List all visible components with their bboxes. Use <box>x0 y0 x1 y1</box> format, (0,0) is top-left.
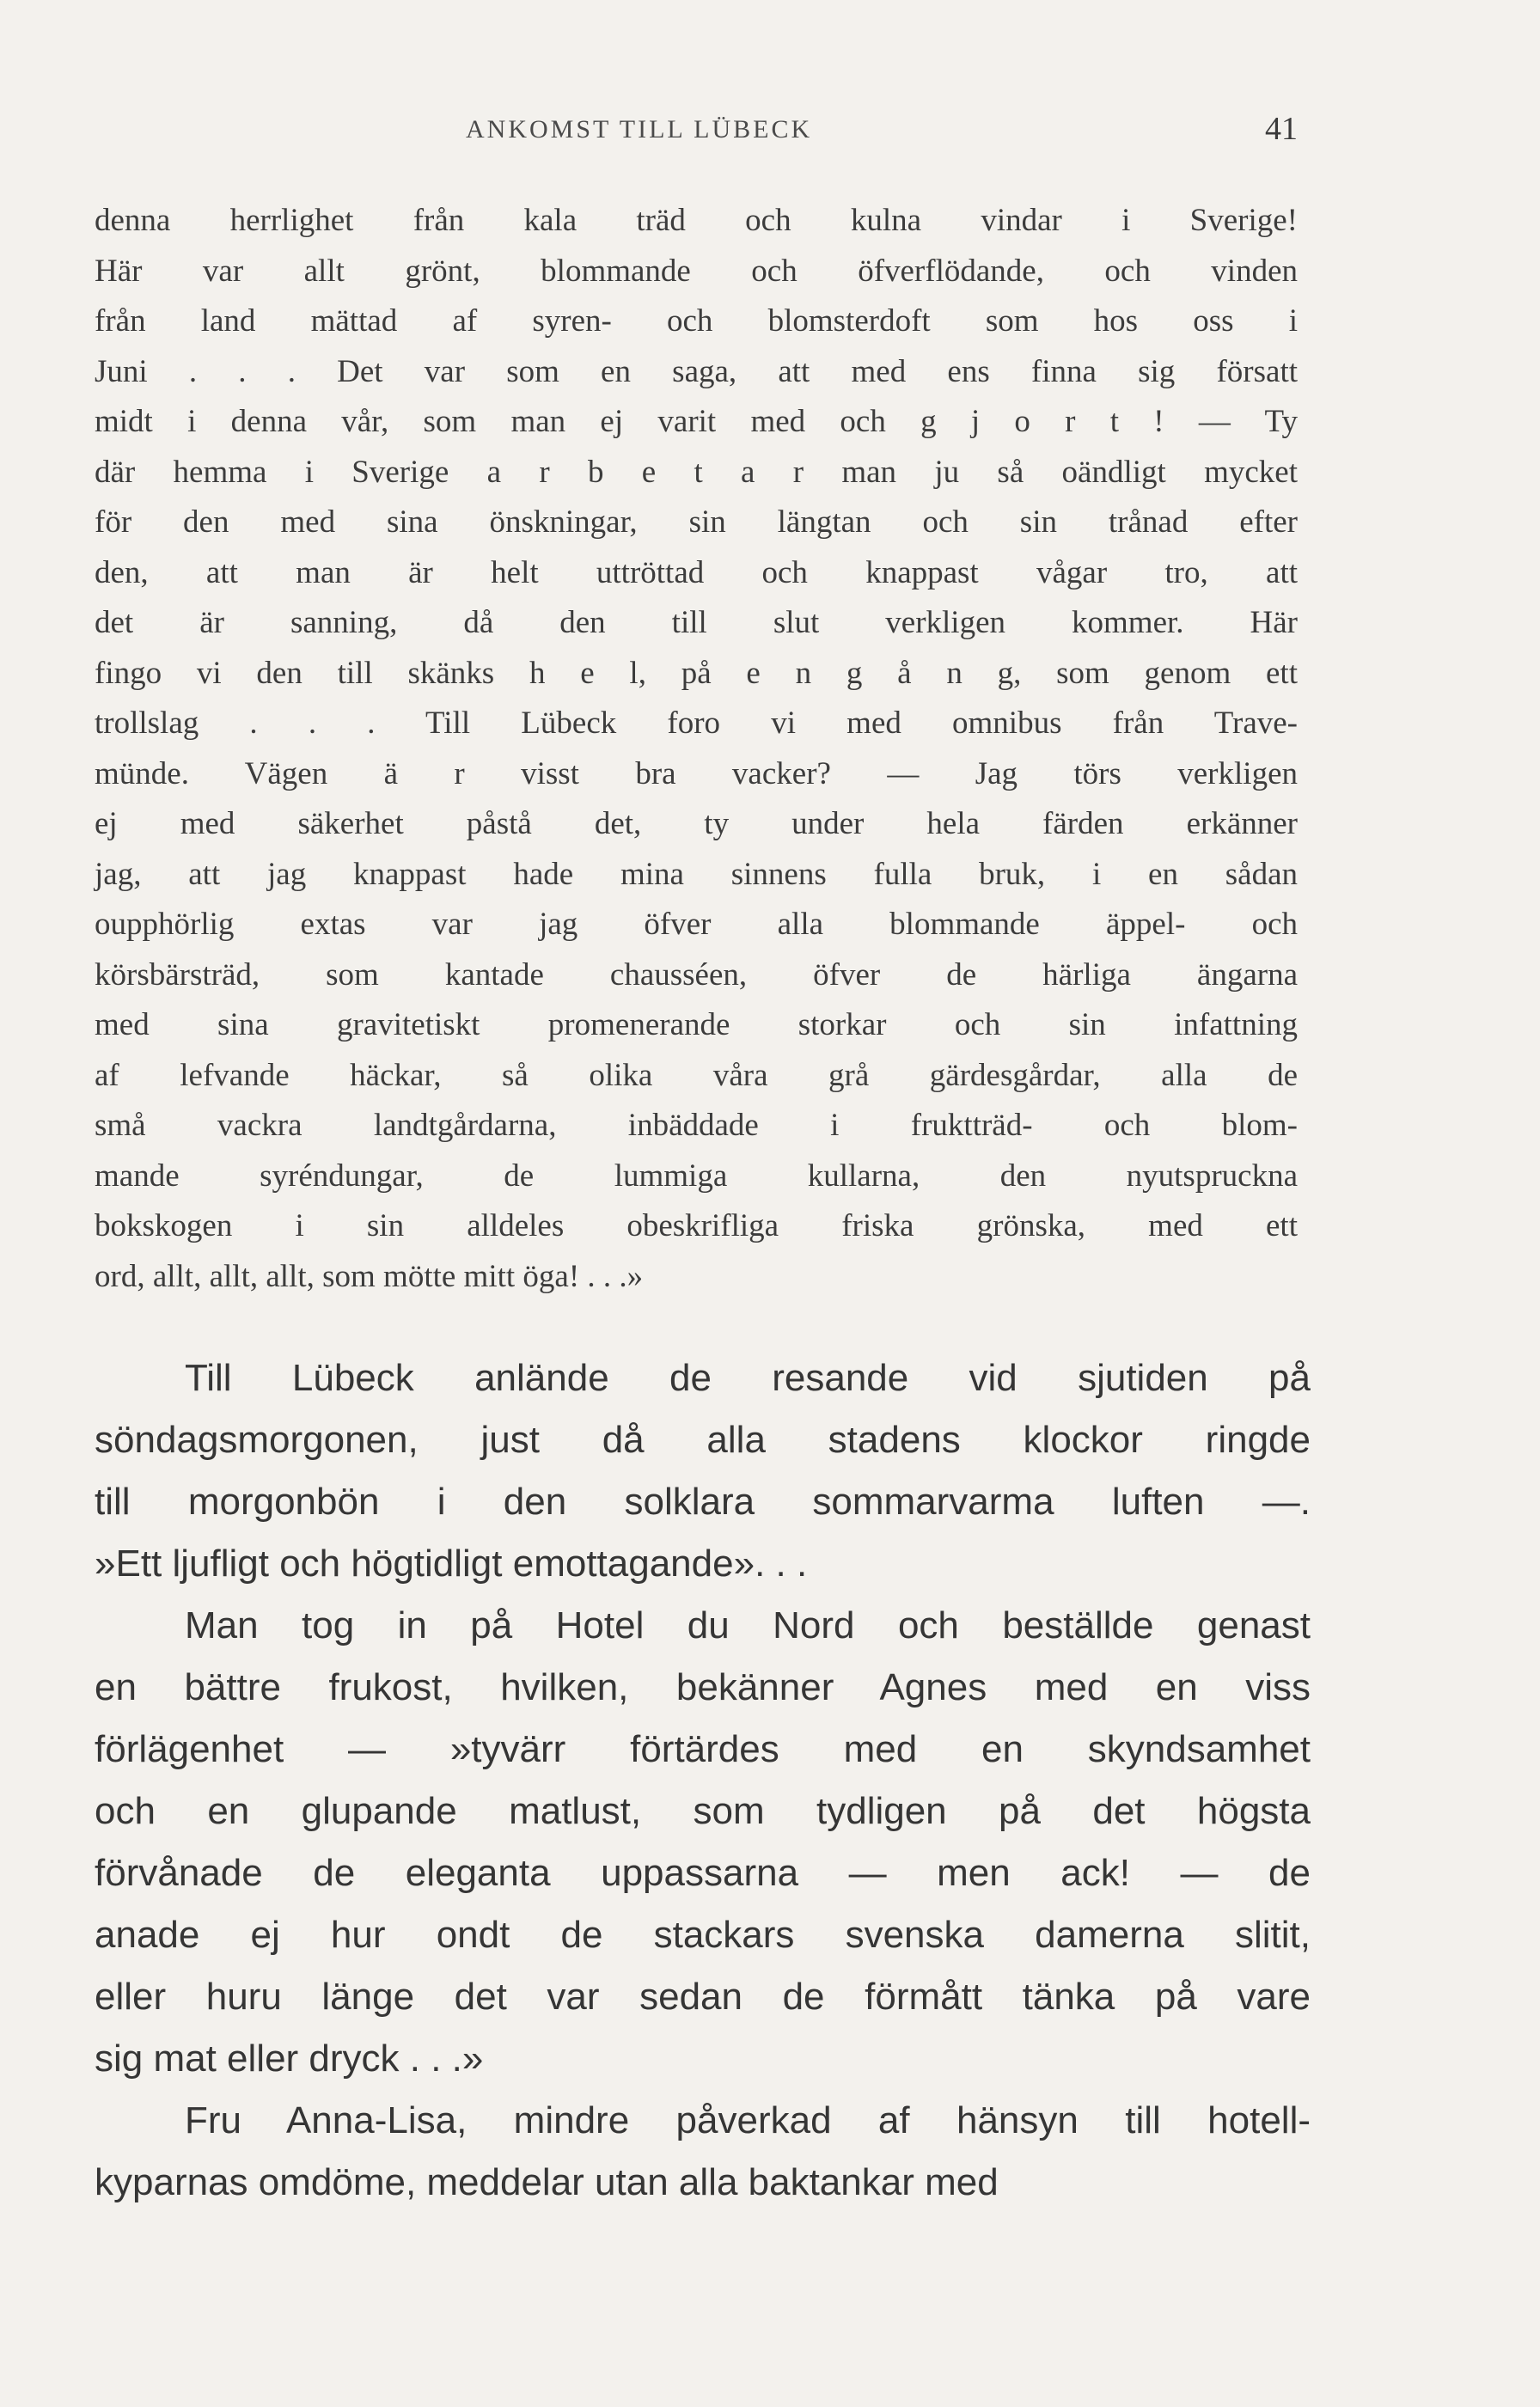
text-line: midt i denna vår, som man ej varit med och g j o r t ! — Ty <box>95 404 1298 439</box>
quoted-letter-paragraph <box>95 196 1298 1302</box>
text-line: med sina gravitetiskt promenerande storkar och sin infattning <box>95 1007 1298 1042</box>
text-line: Juni . . . Det var som en saga, att med ens finna sig försatt <box>95 353 1298 389</box>
text-line: mande syréndungar, de lummiga kullarna, den nyutspruckna <box>95 1158 1298 1194</box>
text-line: münde. Vägen ä r visst bra vacker? — Jag törs verkligen <box>95 755 1298 791</box>
text-line: anade ej hur ondt de stackars svenska damerna slitit, <box>95 1914 1311 1956</box>
text-line: Man tog in på Hotel du Nord och beställde genast <box>185 1604 1311 1646</box>
text-line: små vackra landtgårdarna, inbäddade i fruktträd- och blom- <box>95 1108 1298 1143</box>
text-line: Här var allt grönt, blommande och öfverflödande, och vinden <box>95 253 1298 289</box>
text-line: till morgonbön i den solklara sommarvarma luften —. <box>95 1481 1311 1523</box>
text-line: denna herrlighet från kala träd och kulna vindar i Sverige! <box>95 203 1298 238</box>
text-line: oupphörlig extas var jag öfver alla blommande äppel- och <box>95 907 1298 942</box>
text-line: från land mättad af syren- och blomsterdoft som hos oss i <box>95 303 1298 339</box>
text-line: trollslag . . . Till Lübeck foro vi med omnibus från Trave- <box>95 706 1298 741</box>
text-line: ord, allt, allt, allt, som mötte mitt öga! . . .» <box>95 1258 644 1294</box>
running-head: ANKOMST TILL LÜBECK <box>466 115 813 144</box>
text-line: en bättre frukost, hvilken, bekänner Agnes med en viss <box>95 1666 1311 1708</box>
text-line: Fru Anna-Lisa, mindre påverkad af hänsyn till hotell- <box>185 2099 1311 2141</box>
text-line: söndagsmorgonen, just då alla stadens klockor ringde <box>95 1419 1311 1461</box>
text-line: ej med säkerhet påstå det, ty under hela färden erkänner <box>95 806 1298 841</box>
text-line: bokskogen i sin alldeles obeskrifliga friska grönska, med ett <box>95 1208 1298 1243</box>
text-line: jag, att jag knappast hade mina sinnens fulla bruk, i en sådan <box>95 856 1298 892</box>
text-line: sig mat eller dryck . . .» <box>95 2037 484 2080</box>
text-line: för den med sina önskningar, sin längtan och sin trånad efter <box>95 504 1298 540</box>
text-line: och en glupande matlust, som tydligen på det högsta <box>95 1790 1311 1832</box>
text-line: »Ett ljufligt och högtidligt emottagande». . . <box>95 1543 808 1585</box>
text-line: eller huru länge det var sedan de förmått tänka på vare <box>95 1976 1311 2018</box>
text-line: det är sanning, då den till slut verkligen kommer. Här <box>95 605 1298 640</box>
page-number: 41 <box>1265 111 1298 147</box>
text-line: kyparnas omdöme, meddelar utan alla baktankar med <box>95 2161 999 2203</box>
text-line: körsbärsträd, som kantade chausséen, öfver de härliga ängarna <box>95 956 1298 993</box>
narrative-text <box>95 1347 1311 2214</box>
page-header <box>95 110 1298 153</box>
text-line: fingo vi den till skänks h e l, på e n g å n g, som genom ett <box>95 655 1298 691</box>
text-line: Till Lübeck anlände de resande vid sjutiden på <box>185 1357 1311 1399</box>
text-line: där hemma i Sverige a r b e t a r man ju så oändligt mycket <box>95 454 1298 490</box>
text-line: förvånade de eleganta uppassarna — men ack! — de <box>95 1852 1311 1894</box>
text-line: af lefvande häckar, så olika våra grå gärdesgårdar, alla de <box>95 1057 1298 1093</box>
text-line: den, att man är helt uttröttad och knappast vågar tro, att <box>95 554 1298 590</box>
text-line: förlägenhet — »tyvärr förtärdes med en skyndsamhet <box>95 1728 1311 1770</box>
